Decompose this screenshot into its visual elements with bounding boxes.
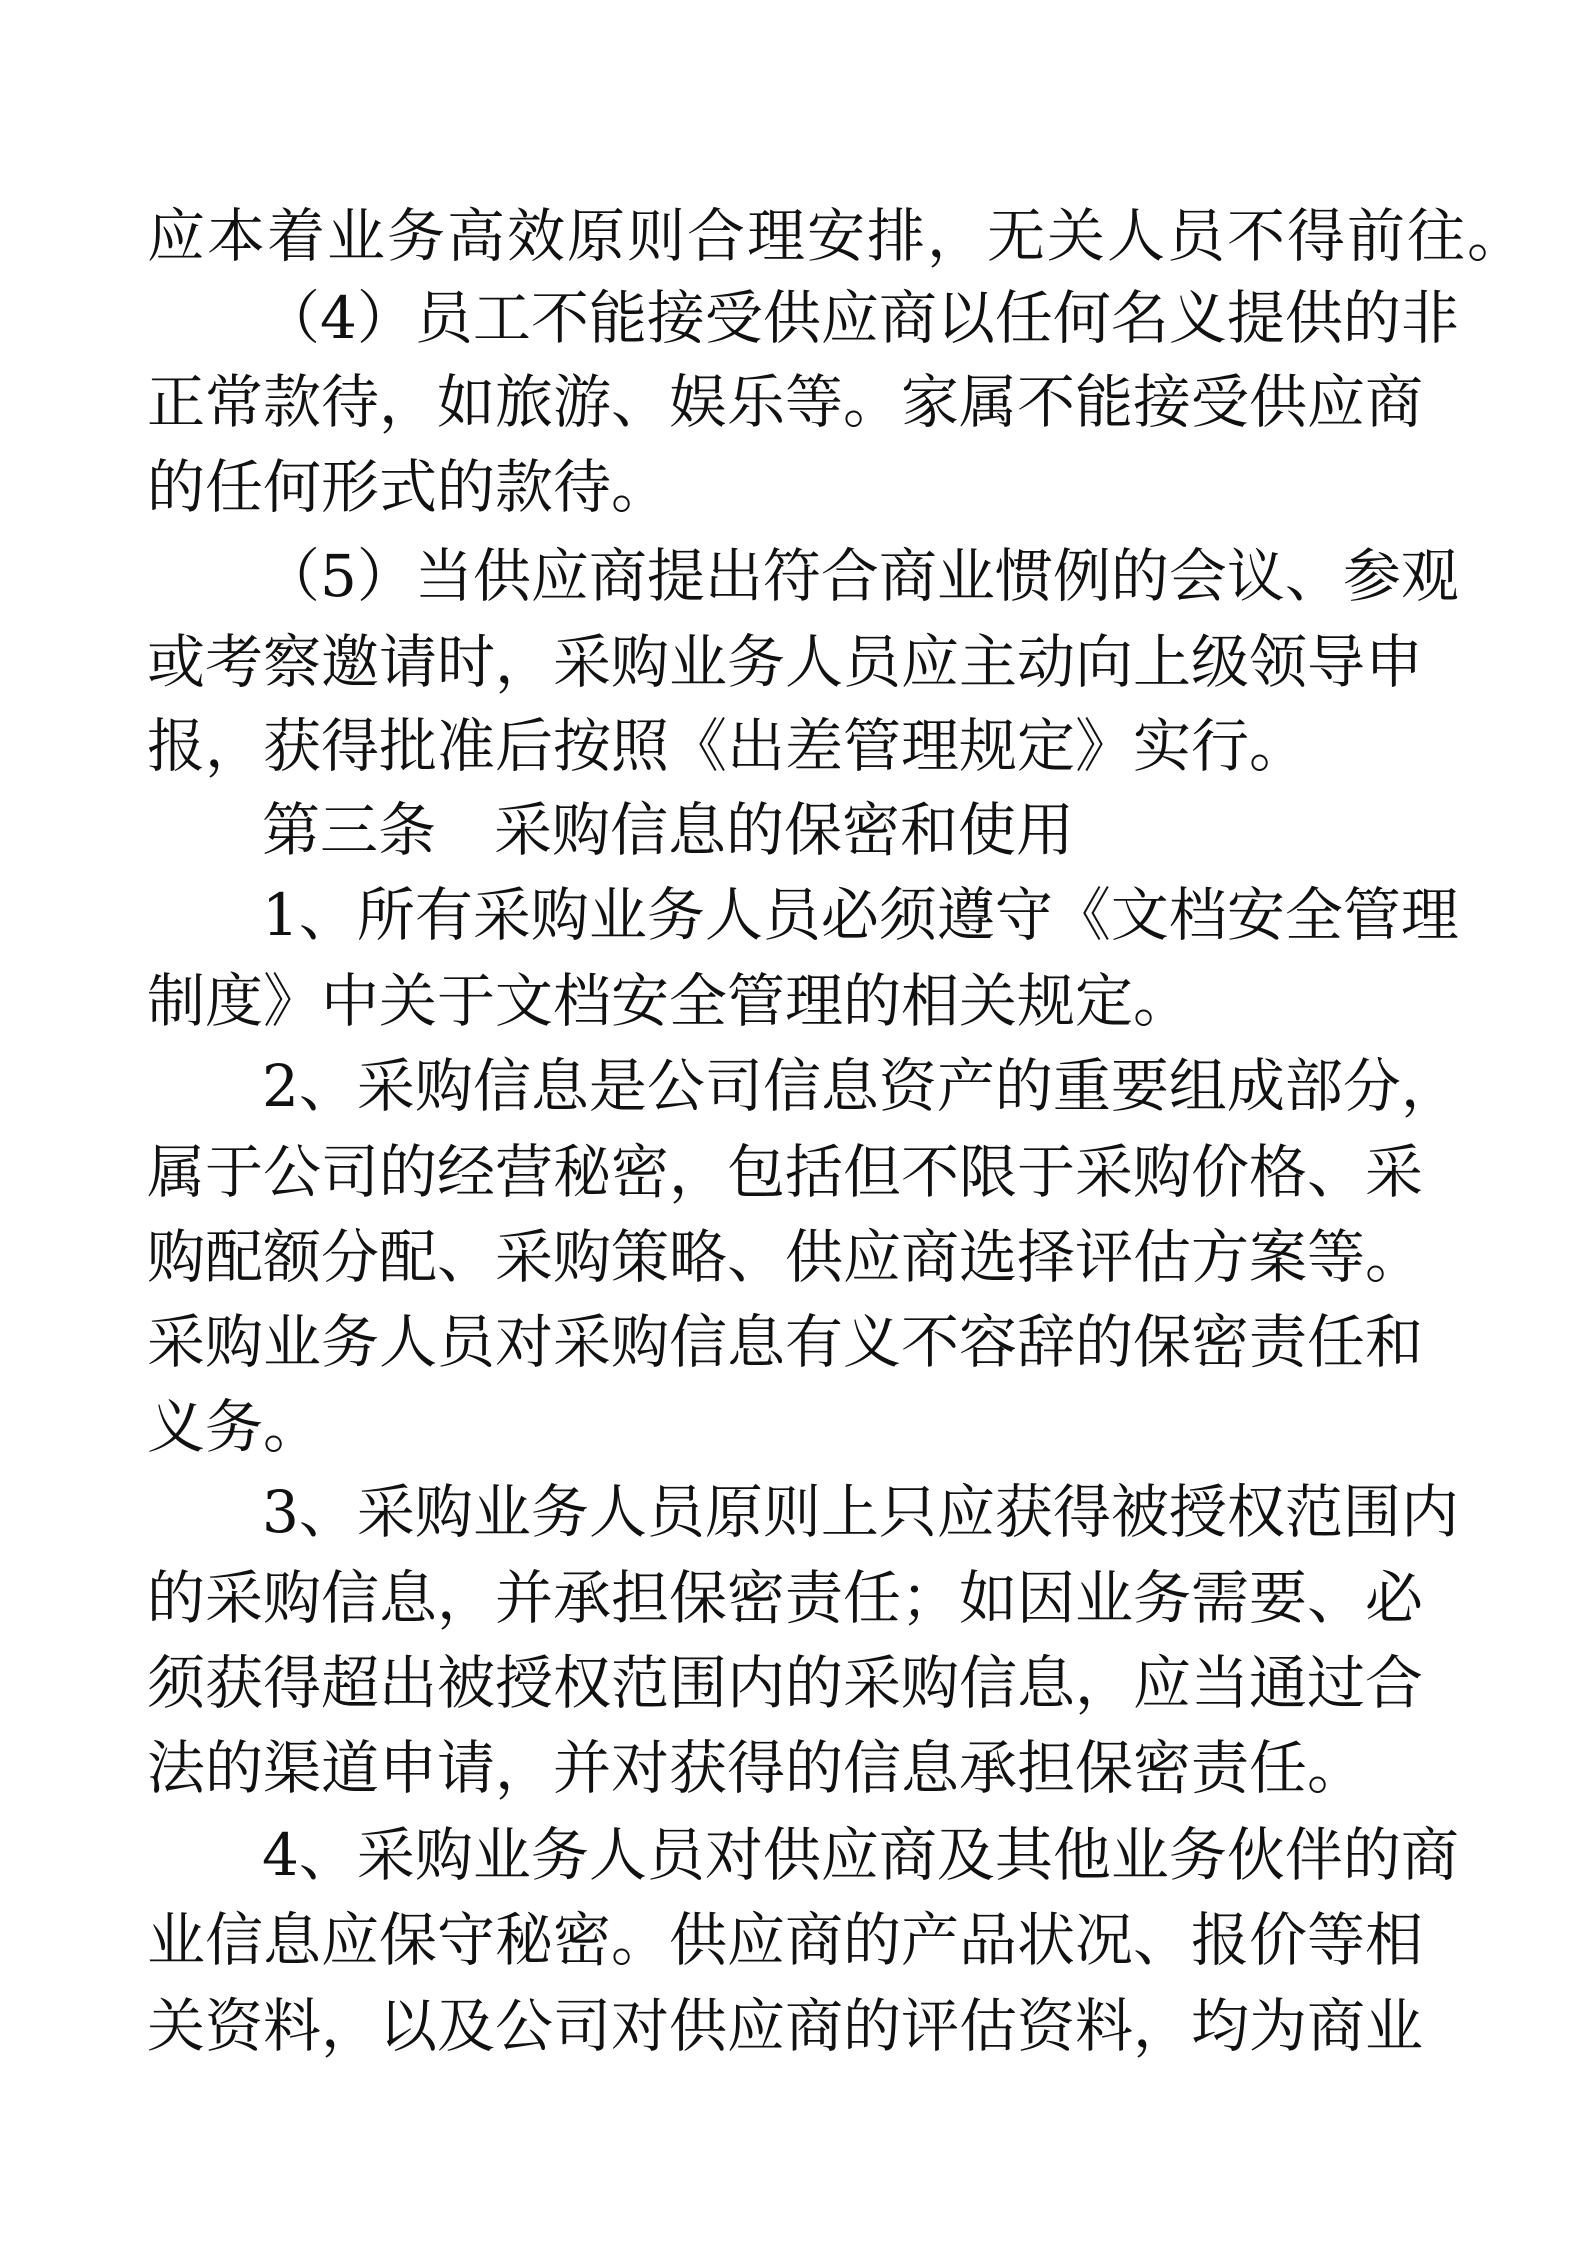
text-line: 或考察邀请时，采购业务人员应主动向上级领导申 [147,628,1424,696]
text-line: 属于公司的经营秘密，包括但不限于采购价格、采 [147,1138,1424,1206]
text-line: 1、所有采购业务人员必须遵守《文档安全管理 [262,881,1459,949]
text-line: 的采购信息，并承担保密责任；如因业务需要、必 [147,1564,1424,1632]
text-line: 报，获得批准后按照《出差管理规定》实行。 [147,712,1308,780]
text-line: 制度》中关于文档安全管理的相关规定。 [147,967,1192,1035]
text-line: 4、采购业务人员对供应商及其他业务伙伴的商 [262,1821,1459,1889]
text-line: 3、采购业务人员原则上只应获得被授权范围内 [262,1478,1459,1546]
text-line: 须获得超出被授权范围内的采购信息，应当通过合 [147,1649,1424,1717]
text-line: （5）当供应商提出符合商业惯例的会议、参观 [262,542,1459,610]
text-line: 的任何形式的款待。 [147,453,670,521]
text-line: 应本着业务高效原则合理安排，无关人员不得前往。 [147,202,1528,270]
text-line: 2、采购信息是公司信息资产的重要组成部分， [262,1052,1459,1120]
text-line: 法的渠道申请，并对获得的信息承担保密责任。 [147,1734,1366,1802]
text-line: 采购业务人员对采购信息有义不容辞的保密责任和 [147,1308,1424,1376]
text-line: 业信息应保守秘密。供应商的产品状况、报价等相 [147,1906,1424,1974]
text-line: 义务。 [147,1393,322,1461]
text-line: 正常款待，如旅游、娱乐等。家属不能接受供应商 [147,368,1424,436]
text-line: 购配额分配、采购策略、供应商选择评估方案等。 [147,1223,1424,1291]
text-line: （4）员工不能接受供应商以任何名义提供的非 [262,284,1459,352]
text-line: 关资料，以及公司对供应商的评估资料，均为商业 [147,1992,1424,2060]
section-heading: 第三条 采购信息的保密和使用 [262,796,1075,864]
